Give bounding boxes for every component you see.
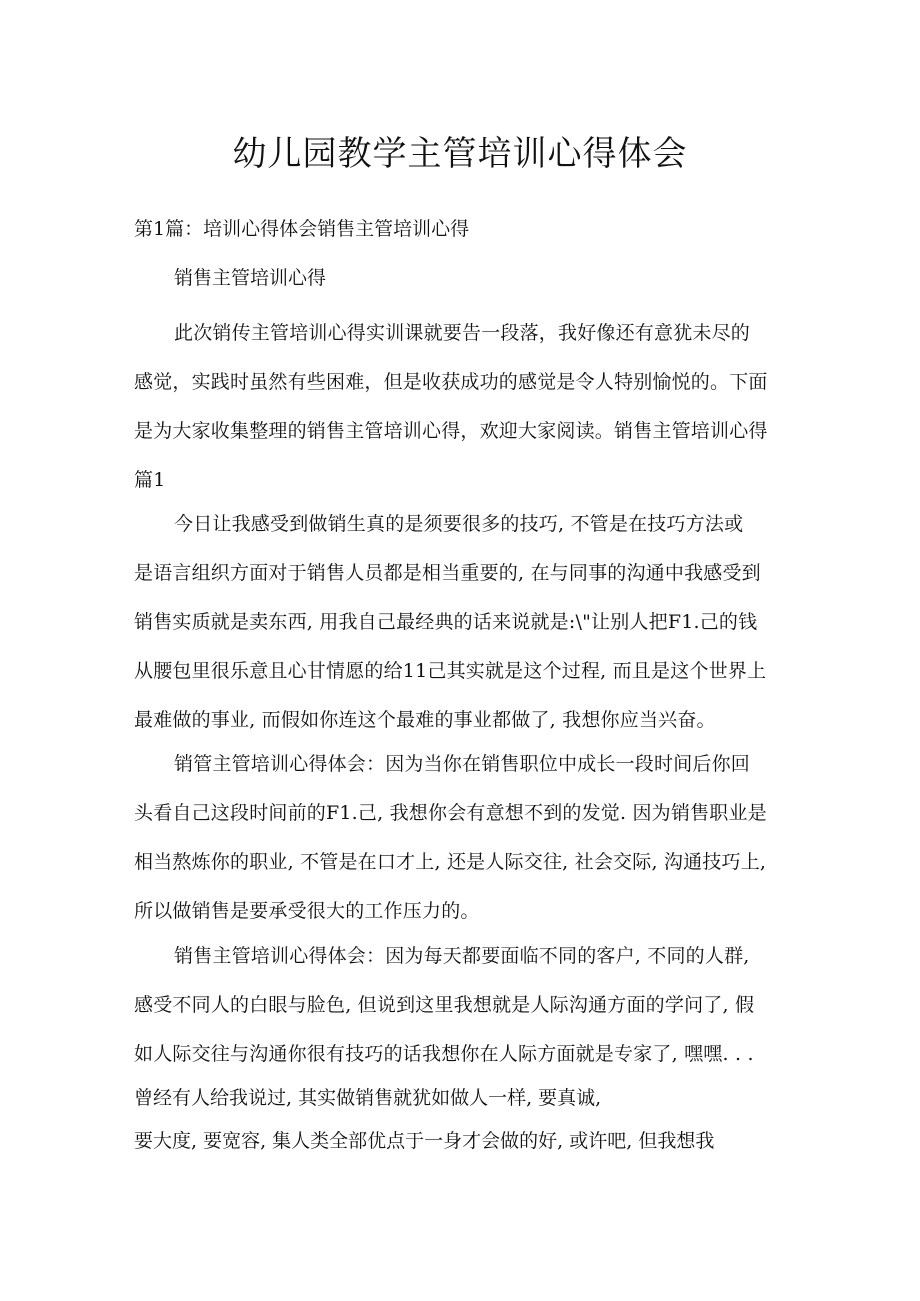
paragraph-line: 是为大家收集整理的销售主管培训心得，欢迎大家阅读。销售主管培训心得 — [134, 420, 768, 442]
tail-line-1: 曾经有人给我说过, 其实做销售就犹如做人一样, 要真诚, — [134, 1087, 602, 1109]
paragraph-line: 如人际交往与沟通你很有技巧的话我想你在人际方面就是专家了, 嘿嘿. . . — [134, 1043, 754, 1065]
paragraph-1 — [134, 309, 794, 505]
paragraph-line: 从腰包里很乐意且心甘情愿的给11己其实就是这个过程, 而且是这个世界上 — [134, 660, 767, 682]
paragraph-line: 头看自己这段时间前的F1.己, 我想你会有意想不到的发觉. 因为销售职业是 — [134, 802, 767, 824]
article-subheading: 第1篇：培训心得体会销售主管培训心得 — [134, 218, 470, 240]
paragraph-4 — [134, 932, 794, 1079]
paragraph-2 — [134, 500, 794, 745]
paragraph-line: 销售主管培训心得体会：因为每天都要面临不同的客户, 不同的人群, — [174, 945, 750, 967]
paragraph-line: 今日让我感受到做销生真的是须要很多的技巧, 不管是在技巧方法或 — [174, 513, 744, 535]
paragraph-line: 感觉，实践时虽然有些困难，但是收获成功的感觉是令人特别愉悦的。下面 — [134, 371, 768, 393]
paragraph-line: 销售实质就是卖东西, 用我自己最经典的话来说就是:\"让别人把F1.己的钱 — [134, 611, 758, 633]
section-label: 销售主管培训心得 — [174, 267, 327, 289]
document-title: 幼儿园教学主管培训心得体会 — [232, 134, 688, 174]
paragraph-line: 篇1 — [134, 469, 166, 491]
paragraph-line: 所以做销售是要承受很大的工作压力的。 — [134, 900, 480, 922]
paragraph-line: 是语言组织方面对于销售人员都是相当重要的, 在与同事的沟通中我感受到 — [134, 562, 761, 584]
paragraph-line: 相当熬炼你的职业, 不管是在口才上, 还是人际交往, 社会交际, 沟通技巧上, — [134, 851, 767, 873]
paragraph-line: 此次销传主管培训心得实训课就要告一段落，我好像还有意犹未尽的 — [174, 322, 751, 344]
paragraph-3 — [134, 740, 794, 936]
paragraph-line: 销管主管培训心得体会：因为当你在销售职位中成长一段时间后你回 — [174, 753, 751, 775]
tail-line-2: 要大度, 要宽容, 集人类全部优点于一身才会做的好, 或许吧, 但我想我 — [134, 1130, 715, 1152]
paragraph-line: 最难做的事业, 而假如你连这个最难的事业都做了, 我想你应当兴奋。 — [134, 709, 716, 731]
paragraph-line: 感受不同人的白眼与脸色, 但说到这里我想就是人际沟通方面的学问了, 假 — [134, 994, 755, 1016]
